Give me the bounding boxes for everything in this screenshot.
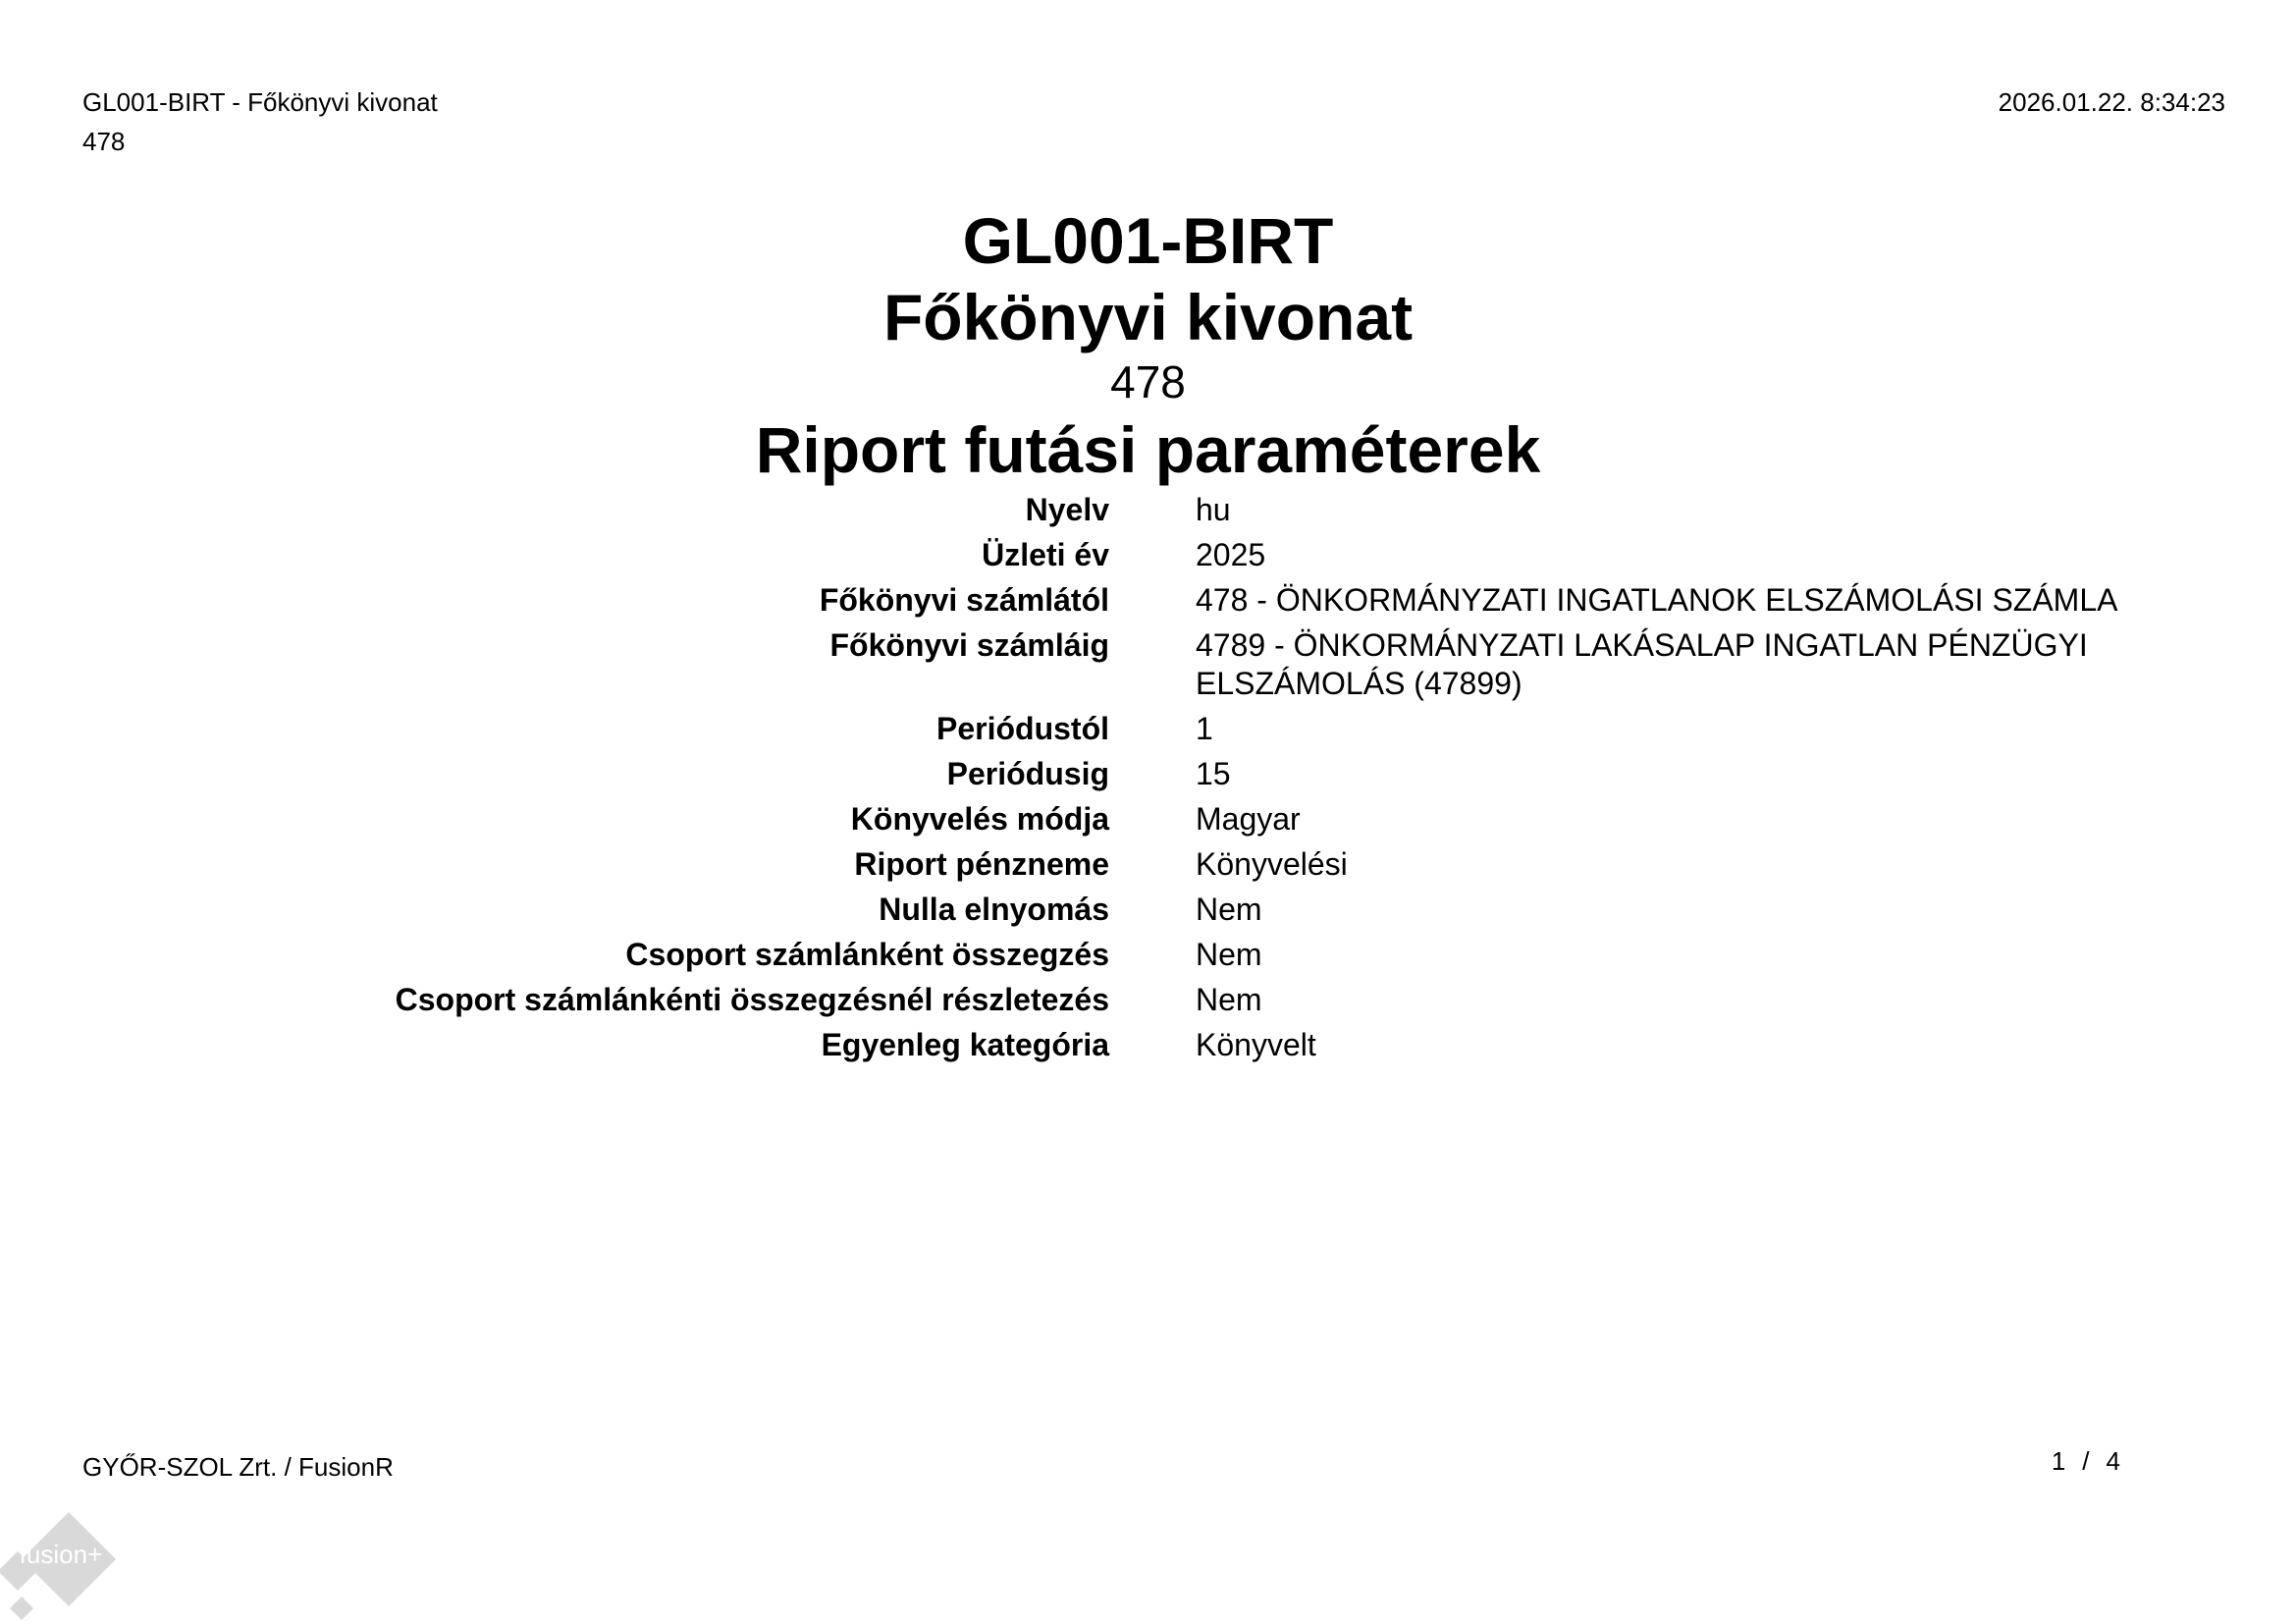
parameter-row bbox=[0, 891, 2296, 929]
page-header-left bbox=[82, 82, 438, 161]
page-footer-company: GYŐR-SZOL Zrt. / FusionR bbox=[82, 1452, 394, 1482]
report-name: Főkönyvi kivonat bbox=[882, 281, 1414, 353]
parameter-label: Riport pénzneme bbox=[854, 846, 1109, 882]
parameter-row bbox=[0, 845, 2296, 884]
parameter-value: Nem bbox=[1196, 892, 1262, 927]
parameter-label: Egyenleg kategória bbox=[821, 1027, 1109, 1062]
parameter-row bbox=[0, 581, 2296, 620]
parameters-table bbox=[0, 491, 2296, 1071]
parameter-value: hu bbox=[1196, 492, 1231, 527]
parameter-label: Könyvelés módja bbox=[850, 801, 1109, 837]
parameter-label: Periódusig bbox=[946, 756, 1109, 791]
header-timestamp: 2026.01.22. 8:34:23 bbox=[1998, 87, 2225, 117]
parameters-heading: Riport futási paraméterek bbox=[755, 413, 1541, 486]
parameter-value: Könyvelt bbox=[1196, 1027, 1316, 1062]
page-total: 4 bbox=[2106, 1446, 2121, 1476]
parameter-label: Főkönyvi számlától bbox=[819, 582, 1109, 618]
page-current: 1 bbox=[2051, 1446, 2067, 1476]
parameter-value: 1 bbox=[1196, 711, 1213, 746]
parameter-row bbox=[0, 800, 2296, 839]
parameter-label: Főkönyvi számláig bbox=[829, 627, 1109, 663]
parameter-row bbox=[0, 981, 2296, 1019]
parameter-label: Periódustól bbox=[935, 711, 1109, 746]
parameter-row bbox=[0, 710, 2296, 748]
parameter-row bbox=[0, 536, 2296, 574]
parameter-row bbox=[0, 491, 2296, 529]
parameter-row bbox=[0, 755, 2296, 793]
parameter-row bbox=[0, 626, 2296, 703]
parameter-label: Csoport számlánkénti összegzésnél részletezés bbox=[395, 982, 1109, 1017]
parameter-value: Magyar bbox=[1196, 801, 1301, 837]
parameter-label: Nyelv bbox=[1025, 492, 1109, 527]
parameter-label: Nulla elnyomás bbox=[879, 892, 1109, 927]
parameter-label: Üzleti év bbox=[982, 537, 1109, 572]
parameter-label: Csoport számlánként összegzés bbox=[625, 937, 1109, 972]
parameter-value: Könyvelési bbox=[1196, 846, 1348, 882]
parameter-value: 2025 bbox=[1196, 537, 1266, 572]
fusion-diamond-logo-icon bbox=[0, 1502, 128, 1624]
parameter-value: Nem bbox=[1196, 982, 1262, 1017]
page-number bbox=[2044, 1441, 2129, 1481]
page-header-right bbox=[1999, 82, 2225, 122]
report-account: 478 bbox=[1110, 356, 1186, 407]
parameter-row bbox=[0, 936, 2296, 974]
logo-text: fusion+ bbox=[19, 1540, 103, 1569]
report-code: GL001-BIRT bbox=[962, 204, 1334, 277]
header-report-name: GL001-BIRT - Főkönyvi kivonat bbox=[82, 87, 438, 117]
parameter-value: 4789 - ÖNKORMÁNYZATI LAKÁSALAP INGATLAN PÉNZÜGYI ELSZÁMOLÁS (47899) bbox=[1196, 627, 2088, 701]
parameter-row bbox=[0, 1026, 2296, 1064]
parameter-value: Nem bbox=[1196, 937, 1262, 972]
report-title-block bbox=[0, 202, 2296, 491]
header-account: 478 bbox=[82, 127, 126, 156]
page-separator: / bbox=[2082, 1446, 2091, 1476]
parameter-value: 15 bbox=[1196, 756, 1231, 791]
parameter-value: 478 - ÖNKORMÁNYZATI INGATLANOK ELSZÁMOLÁSI SZÁMLA bbox=[1196, 582, 2118, 618]
